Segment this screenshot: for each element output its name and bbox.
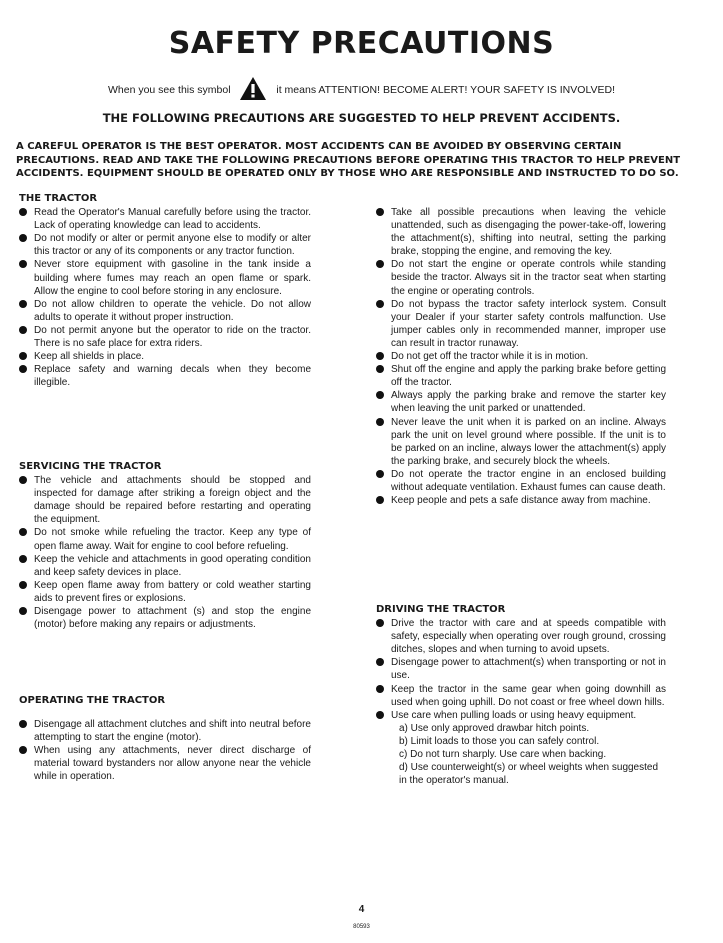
list-item: a) Use only approved drawbar hitch points. (399, 722, 590, 734)
section-heading: SERVICING THE TRACTOR (19, 461, 162, 472)
section-the-tractor (19, 192, 311, 389)
list-item: Always apply the parking brake and remove the starter key when leaving the unit parked or unattended. (376, 389, 666, 415)
document-code: 80593 (353, 924, 370, 930)
bullet-list (19, 718, 311, 783)
list-item: Keep the vehicle and attachments in good operating condition and keep safety devices in place. (19, 553, 311, 579)
section-heading: OPERATING THE TRACTOR (19, 695, 166, 706)
list-item: Use care when pulling loads or using heavy equipment. (376, 709, 666, 722)
list-item: Drive the tractor with care and at speeds compatible with safety, especially when operating over rough ground, crossing ditches, slopes and when turning to avoid upsets. (376, 617, 666, 656)
list-item: Read the Operator's Manual carefully before using the tractor. Lack of operating knowledge can lead to accidents. (19, 206, 311, 232)
page-title: SAFETY PRECAUTIONS (168, 26, 555, 61)
sub-list (376, 722, 666, 787)
list-item: The vehicle and attachments should be stopped and inspected for damage after striking a foreign object and the damage should be repaired before restarting and operating the equipment. (19, 474, 311, 526)
intro-paragraph: A CAREFUL OPERATOR IS THE BEST OPERATOR. MOST ACCIDENTS CAN BE AVOIDED BY OBSERVING CERTAIN PRECAUTIONS. READ AND TAKE THE FOLLOWING PRECAUTIONS BEFORE OPERATING THIS TRACTOR TO HELP PREVENT ACCIDENTS. EQUIPMENT SHOULD BE OPERATED ONLY BY THOSE WHO ARE RESPONSIBLE AND INSTRUCTED TO DO SO. (16, 141, 681, 179)
section-driving (376, 603, 666, 787)
symbol-text-before: When you see this symbol (107, 83, 231, 96)
warning-triangle-icon (239, 76, 267, 104)
list-item: Keep all shields in place. (19, 350, 311, 363)
list-item: d) Use counterweight(s) or wheel weights when suggested in the operator's manual. (399, 762, 659, 787)
list-item: Never store equipment with gasoline in the tank inside a building where fumes may reach an open flame or spark. Allow the engine to cool before storing in any enclosure. (19, 258, 311, 297)
section-servicing (19, 460, 311, 631)
page-number: 4 (358, 904, 365, 915)
list-item: Keep people and pets a safe distance away from machine. (376, 494, 666, 507)
list-item: Shut off the engine and apply the parking brake before getting off the tractor. (376, 363, 666, 389)
list-item: When using any attachments, never direct discharge of material toward bystanders nor allow anyone near the vehicle while in operation. (19, 744, 311, 783)
attention-notice (0, 76, 723, 104)
section-heading: THE TRACTOR (19, 193, 98, 204)
list-item: Replace safety and warning decals when they become illegible. (19, 363, 311, 389)
list-item: c) Do not turn sharply. Use care when backing. (399, 749, 607, 761)
list-item: Disengage all attachment clutches and shift into neutral before attempting to start the engine (motor). (19, 718, 311, 744)
list-item: Disengage power to attachment (s) and stop the engine (motor) before making any repairs or adjustments. (19, 605, 311, 631)
section-right-top (376, 206, 666, 507)
list-item: Keep the tractor in the same gear when going downhill as used when going uphill. Do not coast or free wheel down hills. (376, 683, 666, 709)
list-item: Do not smoke while refueling the tractor. Keep any type of open flame away. Wait for engine to cool before refueling. (19, 526, 311, 552)
bullet-list (376, 206, 666, 507)
list-item: Do not permit anyone but the operator to ride on the tractor. There is no safe place for extra riders. (19, 324, 311, 350)
list-item: Take all possible precautions when leaving the vehicle unattended, such as disengaging the power-take-off, lowering the attachment(s), shifting into neutral, setting the parking brake, stopping the engine, and removing the key. (376, 206, 666, 258)
bullet-list (19, 474, 311, 631)
bullet-list (376, 617, 666, 722)
list-item: Do not modify or alter or permit anyone else to modify or alter this tractor or any of its components or any tractor function. (19, 232, 311, 258)
section-heading: DRIVING THE TRACTOR (376, 604, 506, 615)
list-item: Do not allow children to operate the vehicle. Do not allow adults to operate it without proper instruction. (19, 298, 311, 324)
bullet-list (19, 206, 311, 389)
list-item: Do not operate the tractor engine in an enclosed building without adequate ventilation. Exhaust fumes can cause death. (376, 468, 666, 494)
list-item: Keep open flame away from battery or cold weather starting aids to prevent fires or explosions. (19, 579, 311, 605)
list-item: b) Limit loads to those you can safely control. (399, 735, 600, 747)
subtitle: THE FOLLOWING PRECAUTIONS ARE SUGGESTED TO HELP PREVENT ACCIDENTS. (102, 111, 621, 125)
list-item: Do not get off the tractor while it is in motion. (376, 350, 666, 363)
list-item: Disengage power to attachment(s) when transporting or not in use. (376, 656, 666, 682)
section-operating (19, 694, 311, 784)
list-item: Never leave the unit when it is parked on an incline. Always park the unit on level ground where possible. If the unit is to be parked on an incline, always lower the attachment(s) apply the parking brake, and securely block the wheels. (376, 416, 666, 468)
list-item: Do not start the engine or operate controls while standing beside the tractor. Always sit in the tractor seat when starting the engine or operating controls. (376, 258, 666, 297)
symbol-text-after: it means ATTENTION! BECOME ALERT! YOUR SAFETY IS INVOLVED! (276, 83, 616, 96)
list-item: Do not bypass the tractor safety interlock system. Consult your Dealer if your starter safety controls malfunction. Use jumper cables only in recommended manner, improper use can result in tractor runaway. (376, 298, 666, 350)
